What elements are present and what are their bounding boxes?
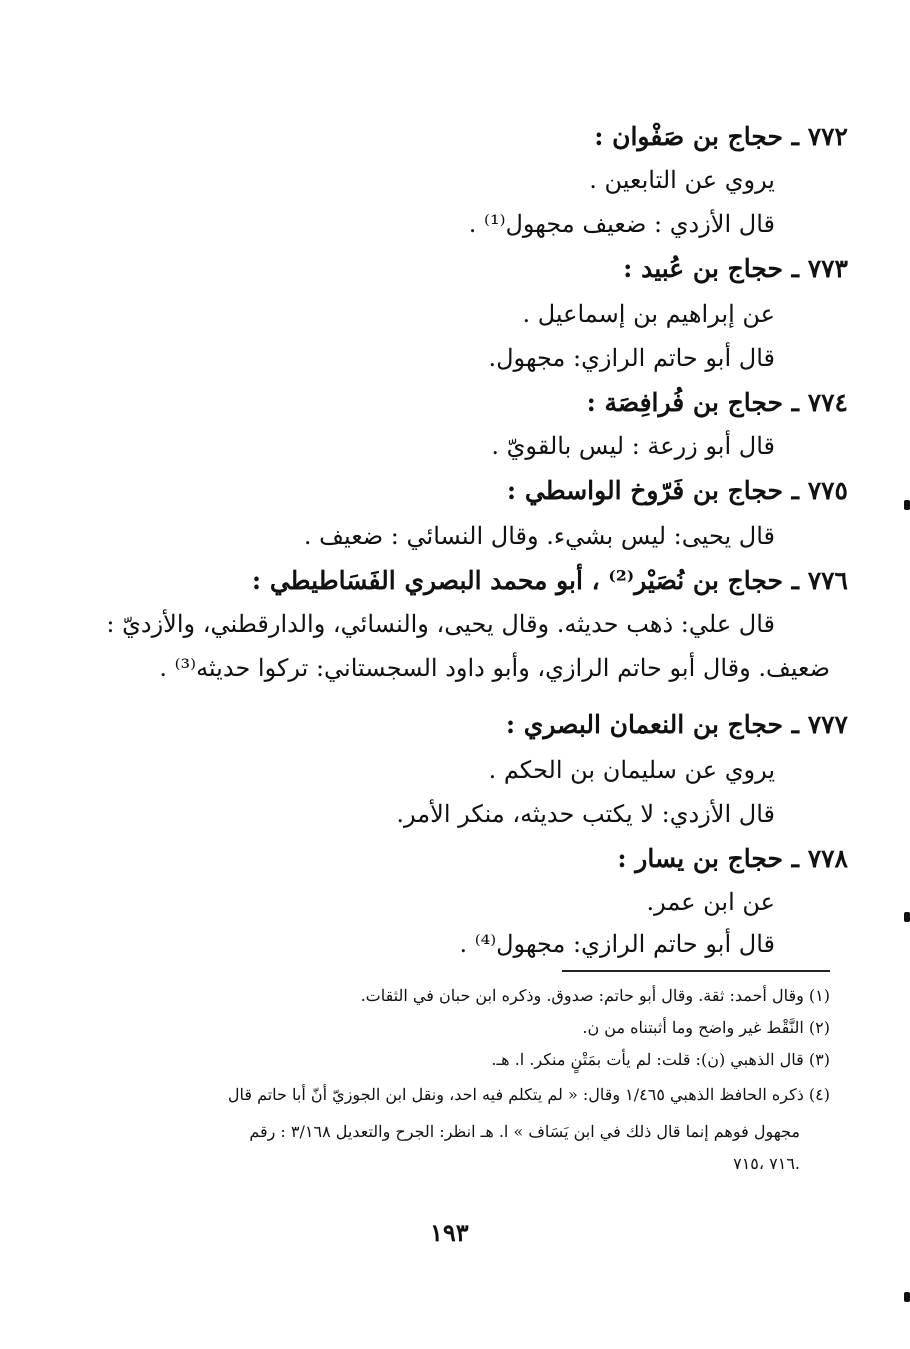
entry-text-line: قال أبو حاتم الرازي: مجهول. bbox=[488, 344, 775, 372]
scan-edge-mark bbox=[904, 500, 910, 510]
entry-text-line: يروي عن التابعين . bbox=[589, 166, 775, 194]
entry-text-line: قال الأزدي: لا يكتب حديثه، منكر الأمر. bbox=[396, 800, 775, 828]
entry-heading-774: ٧٧٤ ـ حجاج بن فُرافِصَة : bbox=[586, 388, 848, 417]
entry-text-line: قال أبو حاتم الرازي: مجهول⁽⁴⁾ . bbox=[459, 930, 775, 958]
page-number: ١٩٣ bbox=[430, 1218, 469, 1247]
entry-text-line: يروي عن سليمان بن الحكم . bbox=[488, 756, 775, 784]
footnote-separator bbox=[562, 970, 830, 972]
footnote-1: (١) وقال أحمد: ثقة. وقال أبو حاتم: صدوق. وذكره ابن حبان في الثقات. bbox=[360, 986, 830, 1005]
entry-heading-773: ٧٧٣ ـ حجاج بن عُبيد : bbox=[623, 254, 848, 283]
entry-heading-775: ٧٧٥ ـ حجاج بن فَرّوخ الواسطي : bbox=[506, 476, 848, 505]
footnote-4-continuation: .٧١٦ ،٧١٥ bbox=[733, 1154, 800, 1173]
entry-text-line: عن إبراهيم بن إسماعيل . bbox=[522, 300, 775, 328]
entry-text-line: قال علي: ذهب حديثه. وقال يحيى، والنسائي، والدارقطني، والأزديّ : bbox=[106, 610, 775, 638]
entry-text-line: عن ابن عمر. bbox=[646, 888, 775, 916]
entry-text-line: قال يحيى: ليس بشيء. وقال النسائي : ضعيف . bbox=[303, 522, 775, 550]
entry-text-line: قال الأزدي : ضعيف مجهول⁽¹⁾ . bbox=[468, 210, 775, 238]
entry-heading-776: ٧٧٦ ـ حجاج بن نُصَيْر⁽²⁾ ، أبو محمد البصري الفَسَاطيطي : bbox=[251, 566, 848, 595]
footnote-4: (٤) ذكره الحافظ الذهبي ١/٤٦٥ وقال: « لم يتكلم فيه احد، ونقل ابن الجوزيّ أنّ أبا حاتم قال bbox=[227, 1085, 830, 1104]
entry-heading-772: ٧٧٢ ـ حجاج بن صَفْوان : bbox=[594, 122, 848, 151]
entry-heading-777: ٧٧٧ ـ حجاج بن النعمان البصري : bbox=[505, 710, 848, 739]
scan-edge-mark bbox=[904, 1292, 910, 1302]
entry-text-line: قال أبو زرعة : ليس بالقويّ . bbox=[491, 432, 775, 460]
entry-text-line: ضعيف. وقال أبو حاتم الرازي، وأبو داود السجستاني: تركوا حديثه⁽³⁾ . bbox=[159, 654, 830, 682]
footnote-2: (٢) النَّقْط غير واضح وما أثبتناه من ن. bbox=[582, 1018, 830, 1037]
entry-heading-778: ٧٧٨ ـ حجاج بن يسار : bbox=[617, 844, 848, 873]
footnote-4-continuation: مجهول فوهم إنما قال ذلك في ابن يَسَاف » ا. هـ انظر: الجرح والتعديل ٣/١٦٨ : رقم bbox=[249, 1122, 800, 1141]
footnote-3: (٣) قال الذهبي (ن): قلت: لم يأت بمَتْنٍ منكر. ا. هـ. bbox=[491, 1050, 830, 1069]
scan-edge-mark bbox=[904, 912, 910, 922]
